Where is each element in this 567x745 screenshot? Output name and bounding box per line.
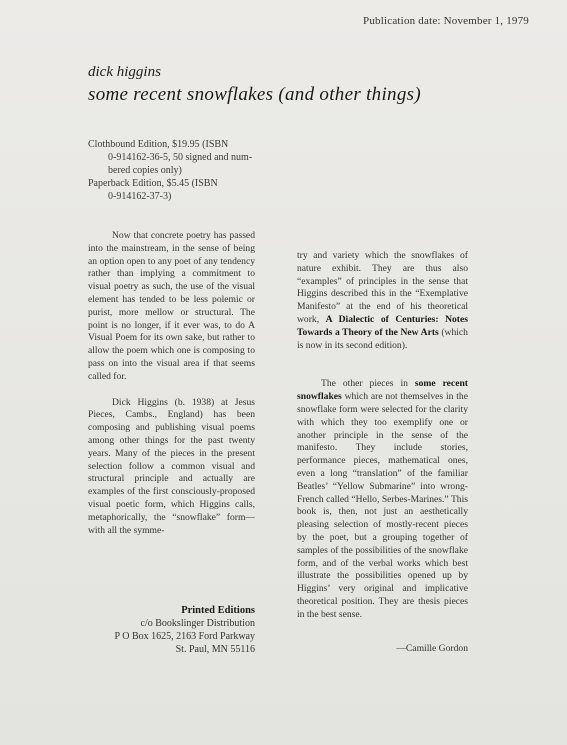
book-author: dick higgins [88,64,161,80]
left-paragraph-1: Now that concrete poetry has passed into the mainstream, in the sense of being an option open to any poet of any tendency rather than implying a commitment to visual poetry as such, the use of the visual element has tended to be less polemic or purist, more mellow or structural. The point is no longer, if it ever was, to do A Visual Poem for its own sake, but rather to allow the poem which one is composing to pass on into the visual area if that seems called for. [88,230,255,382]
right-paragraph-1-end: (which is now in its second edition). [297,326,468,351]
distributor-line: c/o Bookslinger Distribution [140,618,255,629]
left-column [88,230,255,537]
right-paragraph-2 [297,378,468,621]
right-paragraph-1-start: try and variety which the snowflakes of nature exhibit. They are thus also “examples” of principles in the sense that Higgins described this in the “Exemplative Manifesto” at the end of his theoretical work, [297,250,468,325]
city-state-zip: St. Paul, MN 55116 [175,644,255,655]
publisher-address [88,604,255,656]
review-signature: —Camille Gordon [396,643,468,654]
right-paragraph-2-end: which are not themselves in the snowflake form were selected for the clarity with which they too exemplify one or another principle in the sense of the manifesto. They include stories, performance pieces, mathematical ones, even a long “translation” of the familiar Beatles’ “Yellow Submarine” into wrong-French called “Hello, Serbes-Marines.” This book is, then, not just an aesthetically pleasing selection of mostly-recent pieces by the poet, but a grouping together of samples of the possibilities of the snowflake form, and of the verbal works which best illustrate the possibilities opened up by Higgins’ very original and implicative theoretical position. They are thesis pieces in the best sense. [297,391,468,620]
book-title: some recent snowflakes (and other things) [88,84,421,105]
clothbound-line-1: Clothbound Edition, $19.95 (ISBN [88,139,229,150]
right-paragraph-2-start: The other pieces in [321,378,408,390]
left-paragraph-2: Dick Higgins (b. 1938) at Jesus Pieces, Cambs., England) has been composing and publishing visual poems among other things for the past twenty years. Many of the pieces in the present selection follow a common visual and structural principle and actually are examples of the first consciously-proposed visual poetic form, which Higgins calls, metaphorically, the “snowflake” form—with all the symme- [88,396,255,536]
edition-info [88,138,288,203]
paperback-line-2: 0-914162-37-3) [108,191,172,202]
publisher-name: Printed Editions [181,605,255,616]
clothbound-line-3: bered copies only) [108,165,182,176]
street-address: P O Box 1625, 2163 Ford Parkway [114,631,255,642]
clothbound-line-2: 0-914162-36-5, 50 signed and num- [108,152,253,163]
right-column [297,250,468,622]
snowflakes-book-title: some recent snowflakes [297,378,468,403]
publication-date: Publication date: November 1, 1979 [363,15,529,27]
paperback-line-1: Paperback Edition, $5.45 (ISBN [88,178,218,189]
right-paragraph-1 [297,250,468,352]
dialectic-book-title: A Dialectic of Centuries: Notes Towards a Theory of the New Arts [297,313,468,338]
